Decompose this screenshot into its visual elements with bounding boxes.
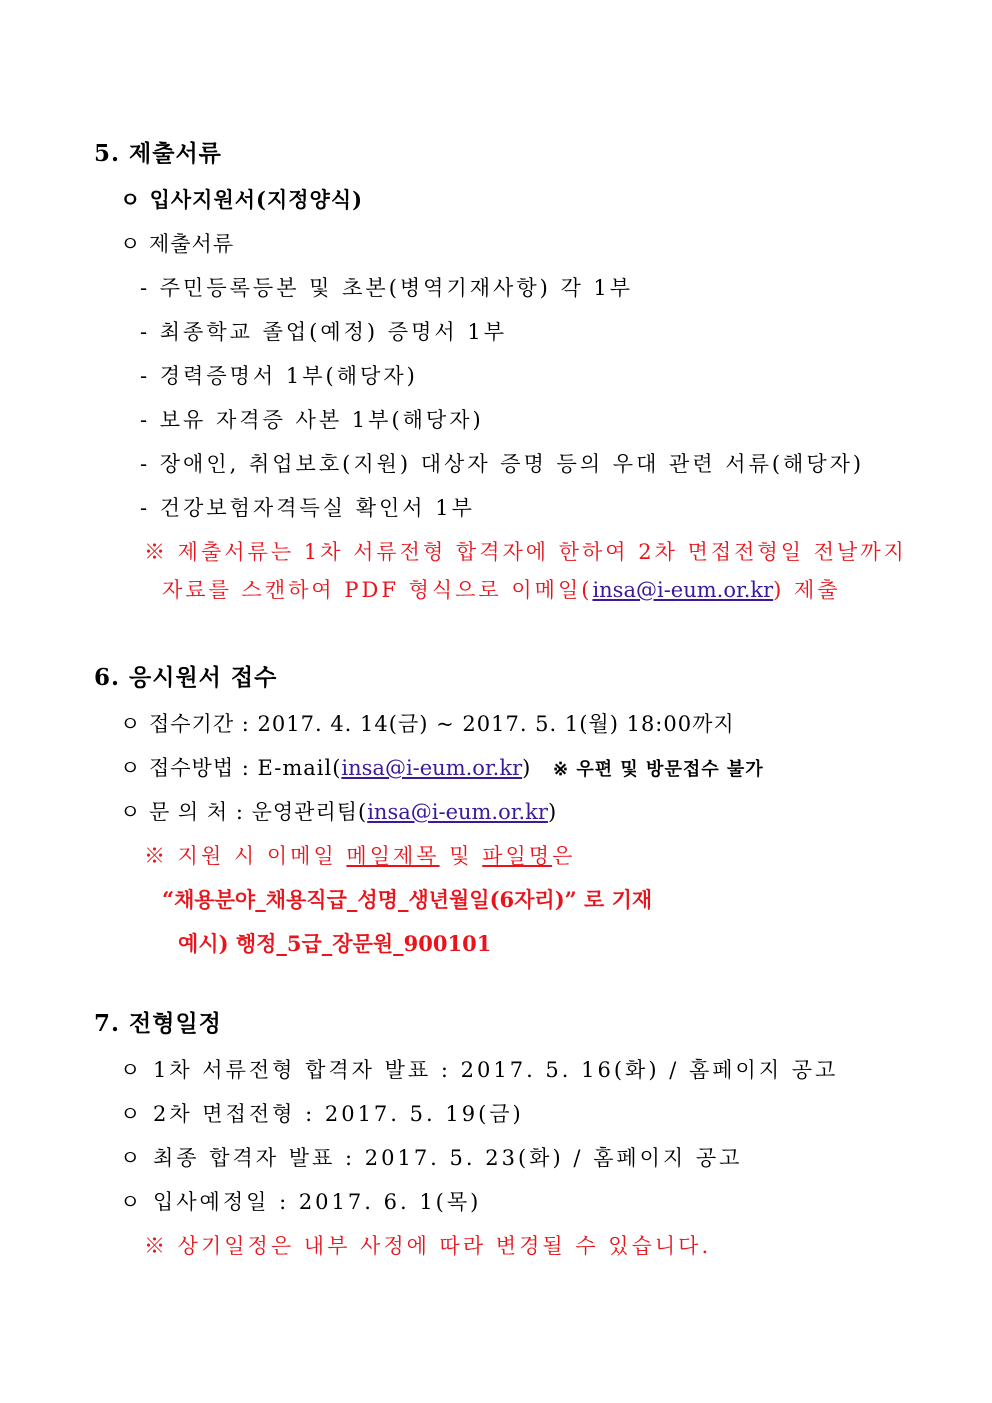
application-form-item: ㅇ 입사지원서(지정양식) — [120, 187, 364, 212]
file-name-label: 파일명 — [482, 844, 553, 868]
naming-notice-text: 은 — [552, 844, 576, 868]
contact-close: ) — [547, 800, 558, 824]
naming-example: 예시) 행정_5급_장문원_900101 — [178, 931, 492, 956]
schedule-item: ㅇ 1차 서류전형 합격자 발표 : 2017. 5. 16(화) / 홈페이지 공고 — [120, 1058, 839, 1082]
document-list-item: - 보유 자격증 사본 1부(해당자) — [140, 408, 484, 432]
naming-notice-text: ※ 지원 시 이메일 — [144, 844, 347, 868]
submission-note-text: ) 제출 — [773, 578, 841, 602]
email-link[interactable]: insa@i-eum.or.kr — [592, 578, 774, 602]
application-period: ㅇ 접수기간 : 2017. 4. 14(금) ~ 2017. 5. 1(월) 18:00까지 — [120, 712, 735, 736]
section-5-heading: 5. 제출서류 — [94, 140, 222, 167]
naming-notice-text: 및 — [439, 844, 483, 868]
naming-notice — [144, 842, 575, 870]
schedule-change-note: ※ 상기일정은 내부 사정에 따라 변경될 수 있습니다. — [144, 1234, 712, 1258]
mail-subject-label: 메일제목 — [346, 844, 440, 868]
document-list-item: - 최종학교 졸업(예정) 증명서 1부 — [140, 320, 507, 344]
document-list-item: - 건강보험자격득실 확인서 1부 — [140, 496, 475, 520]
section-7-heading: 7. 전형일정 — [94, 1010, 222, 1037]
submission-note-text: 자료를 스캔하여 PDF 형식으로 이메일( — [162, 578, 593, 602]
contact-label: ㅇ 문 의 처 : 운영관리팀( — [120, 800, 368, 824]
submission-note: ※ 제출서류는 1차 서류전형 합격자에 한하여 2차 면접전형일 전날까지 — [144, 540, 907, 564]
schedule-item: ㅇ 2차 면접전형 : 2017. 5. 19(금) — [120, 1102, 524, 1126]
document-list-item: - 주민등록등본 및 초본(병역기재사항) 각 1부 — [140, 276, 634, 300]
email-link[interactable]: insa@i-eum.or.kr — [367, 800, 548, 824]
document-list-item: - 장애인, 취업보호(지원) 대상자 증명 등의 우대 관련 서류(해당자) — [140, 452, 865, 476]
application-method-close: ) — [522, 756, 532, 780]
documents-item: ㅇ 제출서류 — [120, 232, 235, 256]
naming-format: “채용분야_채용직급_성명_생년월일(6자리)” 로 기재 — [162, 887, 653, 912]
schedule-item: ㅇ 최종 합격자 발표 : 2017. 5. 23(화) / 홈페이지 공고 — [120, 1146, 743, 1170]
section-6-heading: 6. 응시원서 접수 — [94, 664, 278, 691]
document-list-item: - 경력증명서 1부(해당자) — [140, 364, 418, 388]
application-method-label: ㅇ 접수방법 : E-mail( — [120, 756, 342, 780]
method-restriction-note: ※ 우편 및 방문접수 불가 — [553, 759, 764, 780]
contact-info — [120, 798, 557, 826]
application-method — [120, 754, 764, 784]
email-link[interactable]: insa@i-eum.or.kr — [341, 756, 523, 780]
schedule-item: ㅇ 입사예정일 : 2017. 6. 1(목) — [120, 1190, 482, 1214]
submission-note-continued — [162, 576, 841, 604]
